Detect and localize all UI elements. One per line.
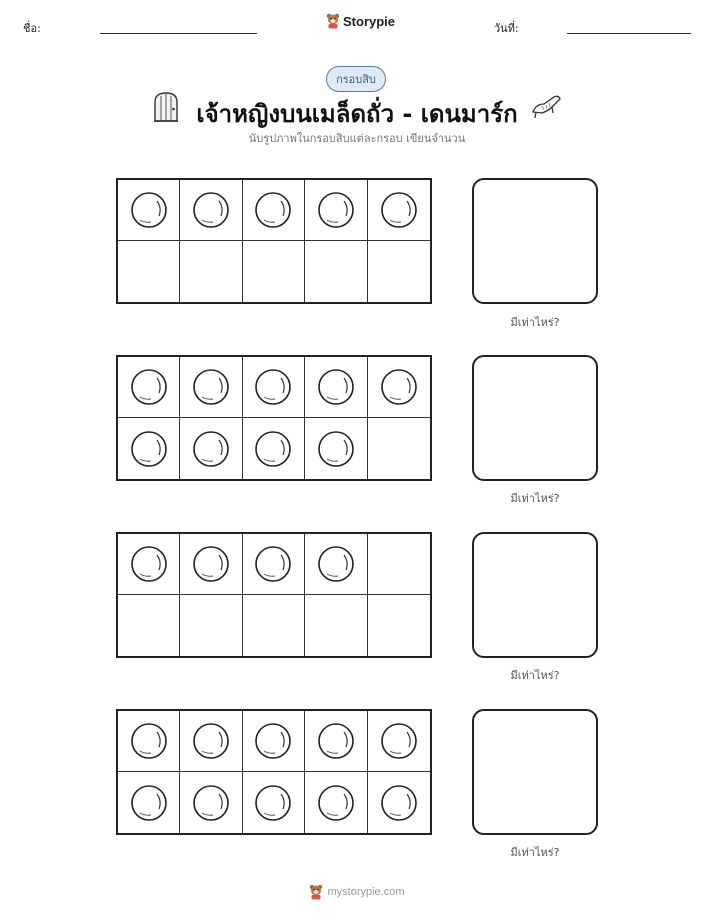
answer-prompt-1: มีเท่าไหร่? <box>510 316 560 329</box>
ten-frame-cell <box>118 357 180 418</box>
ten-frame-cell <box>305 418 367 479</box>
ten-frame-3 <box>116 532 432 658</box>
pea-icon <box>379 190 419 230</box>
name-label: ชื่อ: <box>23 22 41 35</box>
ten-frame-cell <box>368 711 430 772</box>
bear-mascot-icon <box>326 13 340 29</box>
bear-mascot-icon <box>309 884 323 900</box>
ten-frame-cell <box>368 180 430 241</box>
footer-url: mystorypie.com <box>327 886 405 898</box>
pea-icon <box>253 783 293 823</box>
ten-frame-cell <box>243 241 305 302</box>
ten-frame-cell <box>368 534 430 595</box>
pea-icon <box>191 367 231 407</box>
pea-icon <box>379 367 419 407</box>
ten-frame-cell <box>368 241 430 302</box>
ten-frame-cell <box>368 357 430 418</box>
pea-icon <box>129 190 169 230</box>
pea-icon <box>316 190 356 230</box>
answer-box-2[interactable] <box>472 355 598 481</box>
answer-box-4[interactable] <box>472 709 598 835</box>
pea-icon <box>191 190 231 230</box>
pea-icon <box>253 429 293 469</box>
ten-frame-cell <box>118 180 180 241</box>
pea-icon <box>253 190 293 230</box>
ten-frame-cell <box>305 357 367 418</box>
ten-frame-cell <box>305 180 367 241</box>
ten-frame-cell <box>305 241 367 302</box>
pea-icon <box>129 367 169 407</box>
ten-frame-cell <box>180 534 242 595</box>
pea-icon <box>316 783 356 823</box>
pea-icon <box>129 721 169 761</box>
pea-icon <box>191 721 231 761</box>
pea-icon <box>191 544 231 584</box>
ten-frame-cell <box>243 534 305 595</box>
ten-frame-cell <box>368 595 430 656</box>
ten-frame-cell <box>243 418 305 479</box>
worksheet-title: เจ้าหญิงบนเมล็ดถั่ว - เดนมาร์ก <box>196 100 518 128</box>
instruction-text: นับรูปภาพในกรอบสิบแต่ละกรอบ เขียนจำนวน <box>248 132 466 145</box>
pea-icon <box>379 721 419 761</box>
date-line[interactable] <box>567 33 691 34</box>
ten-frame-cell <box>180 180 242 241</box>
pea-icon <box>316 429 356 469</box>
ten-frame-cell <box>305 595 367 656</box>
ten-frame-cell <box>180 241 242 302</box>
brand-name: Storypie <box>343 13 396 29</box>
ten-frame-cell <box>305 772 367 833</box>
footer <box>0 884 714 900</box>
pea-icon <box>316 367 356 407</box>
ten-frame-cell <box>305 534 367 595</box>
ten-frame-cell <box>243 180 305 241</box>
ten-frame-2 <box>116 355 432 481</box>
ten-frame-cell <box>368 418 430 479</box>
answer-prompt-4: มีเท่าไหร่? <box>510 846 560 859</box>
ten-frame-cell <box>180 418 242 479</box>
ten-frame-cell <box>118 534 180 595</box>
ten-frame-cell <box>243 772 305 833</box>
ten-frame-cell <box>180 772 242 833</box>
ten-frame-cell <box>243 595 305 656</box>
pea-icon <box>191 783 231 823</box>
ten-frame-cell <box>180 711 242 772</box>
glass-slipper-icon <box>530 92 562 120</box>
ten-frame-4 <box>116 709 432 835</box>
pea-icon <box>316 544 356 584</box>
ten-frame-cell <box>368 772 430 833</box>
pea-icon <box>129 783 169 823</box>
ten-frame-cell <box>243 357 305 418</box>
ten-frame-cell <box>180 595 242 656</box>
pea-icon <box>191 429 231 469</box>
ten-frame-cell <box>118 595 180 656</box>
answer-box-3[interactable] <box>472 532 598 658</box>
ten-frame-cell <box>118 711 180 772</box>
answer-prompt-2: มีเท่าไหร่? <box>510 492 560 505</box>
ten-frame-cell <box>118 418 180 479</box>
pea-icon <box>316 721 356 761</box>
name-line[interactable] <box>100 33 257 34</box>
ten-frame-cell <box>118 241 180 302</box>
pea-icon <box>129 429 169 469</box>
ten-frame-cell <box>243 711 305 772</box>
ten-frame-1 <box>116 178 432 304</box>
ten-frame-cell <box>180 357 242 418</box>
pea-icon <box>253 367 293 407</box>
answer-prompt-3: มีเท่าไหร่? <box>510 669 560 682</box>
brand-logo <box>326 13 395 29</box>
worksheet-type-badge: กรอบสิบ <box>326 66 386 92</box>
ten-frame-cell <box>118 772 180 833</box>
pea-icon <box>379 783 419 823</box>
pea-icon <box>253 721 293 761</box>
ten-frame-cell <box>305 711 367 772</box>
pea-icon <box>253 544 293 584</box>
pea-icon <box>129 544 169 584</box>
date-label: วันที่: <box>494 22 519 35</box>
answer-box-1[interactable] <box>472 178 598 304</box>
